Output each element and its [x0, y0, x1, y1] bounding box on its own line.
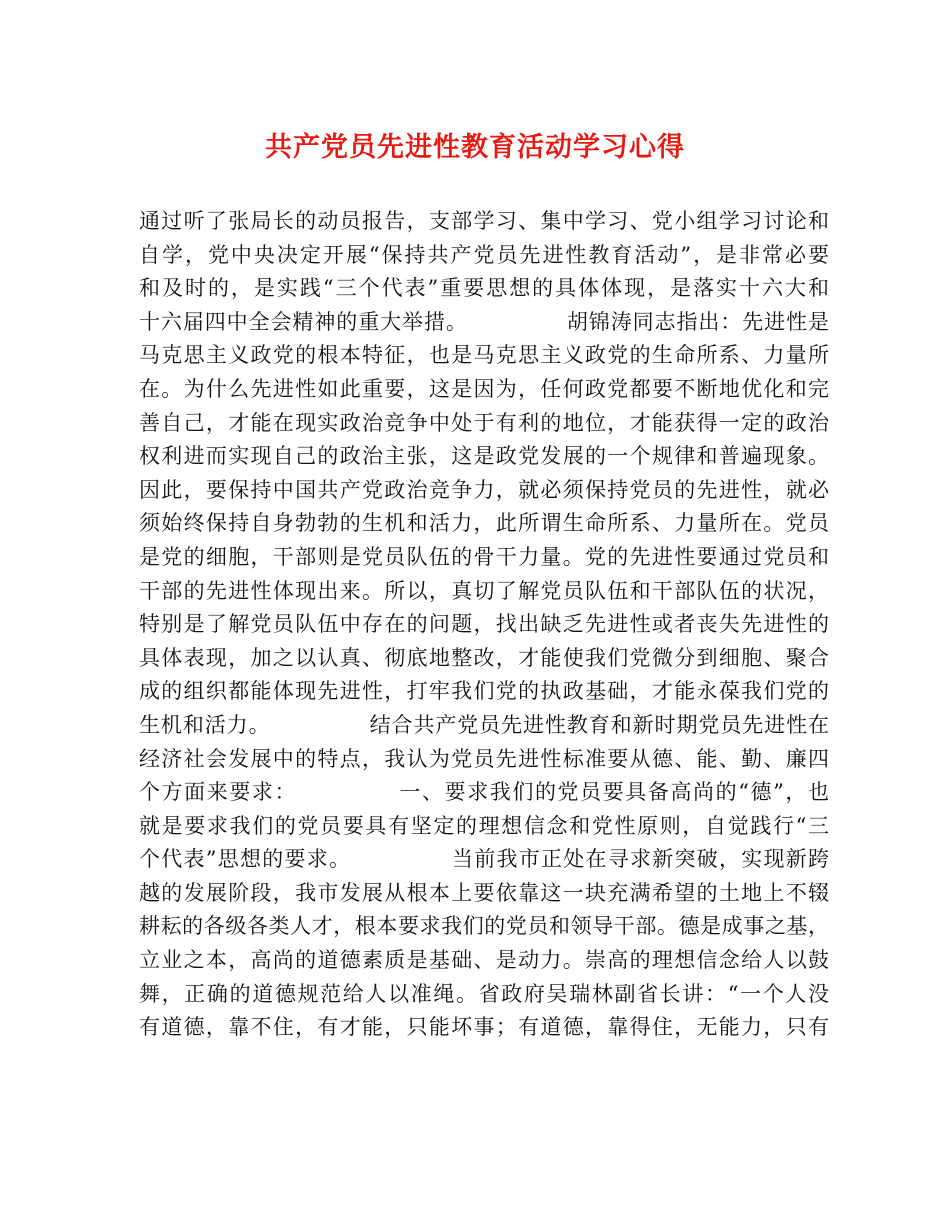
body-line: 越的发展阶段，我市发展从根本上要依靠这一块充满希望的土地上不辍 [139, 880, 829, 905]
body-line: 个代表”思想的要求。 当前我市正处在寻求新突破，实现新跨 [139, 847, 829, 872]
body-line: 马克思主义政党的根本特征，也是马克思主义政党的生命所系、力量所 [139, 343, 829, 368]
document-title: 共产党员先进性教育活动学习心得 [265, 132, 685, 163]
body-line: 在。为什么先进性如此重要，这是因为，任何政党都要不断地优化和完 [139, 376, 829, 401]
body-line: 生机和活力。 结合共产党员先进性教育和新时期党员先进性在 [139, 712, 829, 737]
body-line: 通过听了张局长的动员报告，支部学习、集中学习、党小组学习讨论和 [139, 209, 829, 233]
body-line: 十六届四中全会精神的重大举措。 胡锦涛同志指出：先进性是 [139, 309, 829, 334]
document-body [139, 205, 829, 1045]
body-line: 舞，正确的道德规范给人以准绳。省政府吴瑞林副省长讲：“一个人没 [139, 981, 829, 1006]
body-line: 成的组织都能体现先进性，打牢我们党的执政基础，才能永葆我们党的 [139, 679, 829, 704]
body-line: 权利进而实现自己的政治主张，这是政党发展的一个规律和普遍现象。 [139, 444, 829, 469]
body-line: 个方面来要求： 一、要求我们的党员要具备高尚的“德”，也 [139, 780, 829, 805]
body-line: 和及时的，是实践“三个代表”重要思想的具体体现，是落实十六大和 [139, 276, 829, 301]
body-line: 就是要求我们的党员要具有坚定的理想信念和党性原则，自觉践行“三 [139, 813, 829, 838]
body-line: 具体表现，加之以认真、彻底地整改，才能使我们党微分到细胞、聚合 [139, 645, 829, 670]
body-line: 干部的先进性体现出来。所以，真切了解党员队伍和干部队伍的状况， [139, 578, 829, 603]
body-line: 须始终保持自身勃勃的生机和活力，此所谓生命所系、力量所在。党员 [139, 511, 829, 536]
body-line: 经济社会发展中的特点，我认为党员先进性标准要从德、能、勤、廉四 [139, 746, 829, 771]
body-line: 特别是了解党员队伍中存在的问题，找出缺乏先进性或者丧失先进性的 [139, 612, 829, 637]
body-line: 自学，党中央决定开展“保持共产党员先进性教育活动”，是非常必要 [139, 242, 829, 267]
body-line: 耕耘的各级各类人才，根本要求我们的党员和领导干部。德是成事之基， [139, 914, 829, 939]
body-line: 因此，要保持中国共产党政治竞争力，就必须保持党员的先进性，就必 [139, 477, 829, 502]
body-line: 立业之本，高尚的道德素质是基础、是动力。崇高的理想信念给人以鼓 [139, 948, 829, 973]
body-line: 是党的细胞，干部则是党员队伍的骨干力量。党的先进性要通过党员和 [139, 544, 829, 569]
body-line: 有道德，靠不住，有才能，只能坏事；有道德，靠得住，无能力，只有 [139, 1015, 829, 1040]
body-line: 善自己，才能在现实政治竞争中处于有利的地位，才能获得一定的政治 [139, 410, 829, 435]
